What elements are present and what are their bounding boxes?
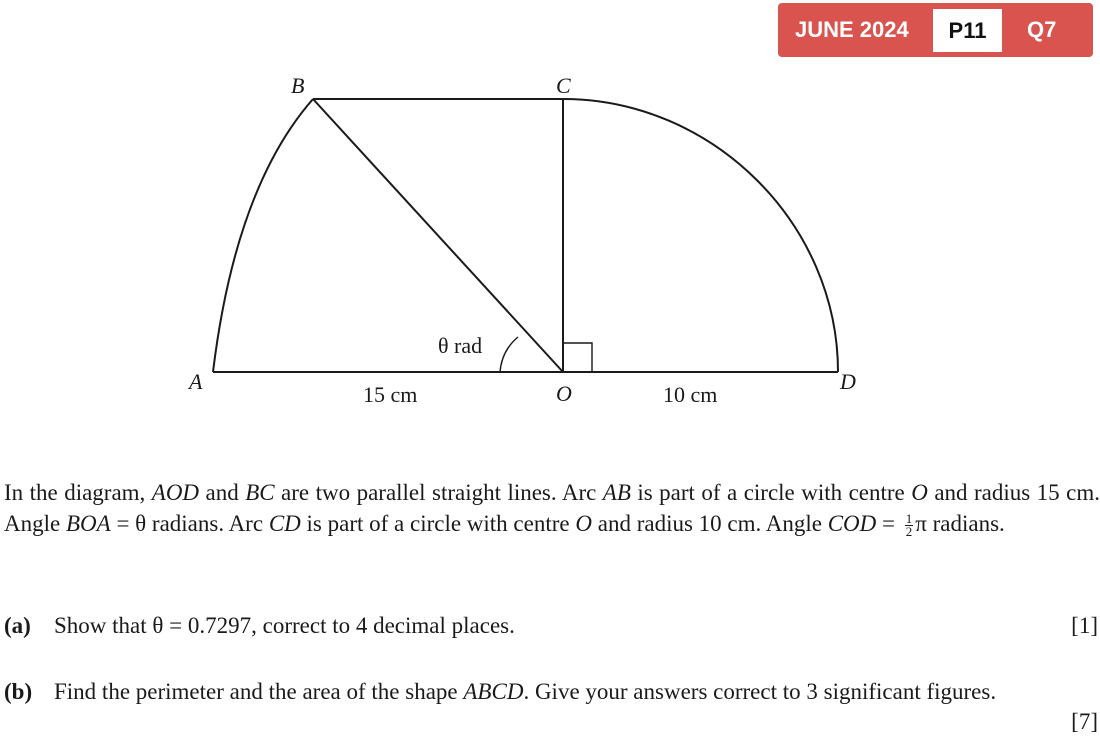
part-b-marks: [7] xyxy=(1071,709,1098,734)
part-a-text: Show that θ = 0.7297, correct to 4 decimal places. xyxy=(54,613,515,638)
line-BO xyxy=(313,99,563,372)
part-a-label: (a) xyxy=(4,613,31,638)
length-label-right: 10 cm xyxy=(663,382,718,407)
arc-AB xyxy=(213,99,313,372)
question-stem: In the diagram, AOD and BC are two parallel straight lines. Arc AB is part of a circle with centre O and radius 15 cm. Angle BOA = θ radians. Arc CD is part of a circle with centre O and radius 10 cm. Angle COD = $\frac{1}{2}$ π radians. xyxy=(4,480,1100,539)
geometry-diagram xyxy=(0,60,1100,420)
question-reference-badge xyxy=(778,3,1093,57)
length-label-left: 15 cm xyxy=(363,382,418,407)
part-b-text: Find the perimeter and the area of the shape ABCD. Give your answers correct to 3 significant figures. xyxy=(54,679,997,704)
right-angle-marker xyxy=(563,343,592,372)
angle-theta-arc xyxy=(500,337,518,372)
paper-number-label: P11 xyxy=(933,9,1002,52)
question-number-label: Q7 xyxy=(1027,17,1057,42)
point-label-C: C xyxy=(556,73,571,98)
arc-CD xyxy=(563,99,838,372)
part-a-marks: [1] xyxy=(1071,613,1098,638)
point-label-O: O xyxy=(556,381,572,406)
question-part-a xyxy=(4,611,1100,641)
point-label-A: A xyxy=(189,369,203,394)
fraction-one-half: $\frac{1}{2}$ xyxy=(905,510,913,539)
exam-session-label: JUNE 2024 xyxy=(795,17,909,42)
point-label-D: D xyxy=(840,369,856,394)
part-b-label: (b) xyxy=(4,679,33,704)
point-label-B: B xyxy=(291,73,305,98)
question-part-b xyxy=(4,677,1100,734)
angle-label: θ rad xyxy=(438,333,483,358)
